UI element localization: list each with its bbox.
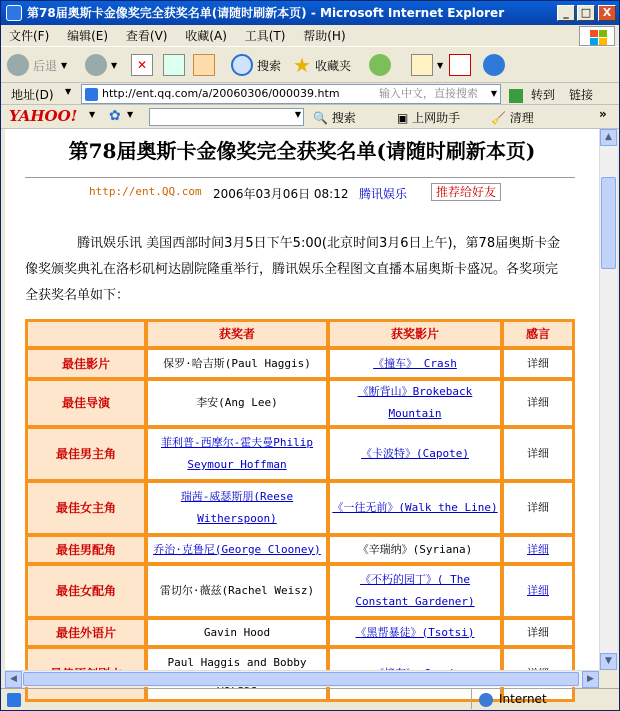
yahoo-search-label: 搜索 [331,111,356,125]
refresh-button[interactable] [163,51,189,79]
category-cell: 最佳影片 [27,349,145,378]
messenger-icon [483,54,505,76]
table-row [27,482,573,534]
film-cell: 《辛瑞纳》(Syriana) [329,536,501,563]
film-link[interactable]: 《黑帮暴徒》(Tsotsi) [355,625,475,639]
standard-toolbar [1,47,619,83]
speech-cell: 详细 [503,619,573,646]
film-link[interactable]: 《撞车》 Crash [373,356,457,370]
recommend-button[interactable] [431,183,501,201]
menu-file[interactable]: 文件(F) [9,29,50,43]
address-url: http://ent.qq.com/a/20060306/000039.htm [102,87,340,100]
address-input[interactable] [81,84,501,104]
forward-arrow-icon [85,54,107,76]
horizontal-scroll-thumb[interactable] [23,672,579,686]
winner-cell: Paul Haggis and Bobby [147,648,327,700]
back-dropdown-icon[interactable]: ▼ [61,60,68,70]
category-cell: 最佳男主角 [27,428,145,480]
scroll-up-icon[interactable]: ▲ [600,129,617,146]
page-content [5,129,599,670]
messenger-button[interactable] [483,51,509,79]
address-label: 地址(D) [11,88,54,102]
horizontal-scrollbar[interactable] [5,670,599,687]
star-icon: ★ [293,53,311,77]
history-icon [369,54,391,76]
speech-cell: 详细 [503,380,573,426]
address-search-hint: 输入中文，直接搜索 [379,87,478,100]
film-cell [329,565,501,617]
header-category [27,321,145,347]
scroll-down-icon[interactable]: ▼ [600,653,617,670]
yahoo-search-button[interactable]: 🔍 搜索 [313,111,356,125]
web-icon [449,54,471,76]
intro-paragraph: 腾讯娱乐讯 美国西部时间3月5日下午5:00(北京时间3月6日上午)，第78届奥斯卡金像奖颁奖典礼在洛杉矶柯达剧院隆重举行，腾讯娱乐全程图文直播本届奥斯卡盛况。各奖项完全获奖名单如下： [25,236,561,303]
winner-link[interactable]: 菲利普-西摩尔-霍夫曼Philip Seymour Hoffman [161,436,313,471]
awards-table [25,319,575,702]
status-divider [471,689,472,709]
film-cell [329,482,501,534]
film-link[interactable]: 《一往无前》(Walk the Line) [332,501,498,514]
close-button[interactable]: X [598,5,616,21]
favorites-button[interactable] [293,51,351,79]
search-icon [231,54,253,76]
forward-dropdown-icon[interactable]: ▼ [111,60,118,70]
go-arrow-icon [509,89,523,103]
source-url-link[interactable]: http://ent.QQ.com [89,185,202,198]
category-cell: 最佳女配角 [27,565,145,617]
menu-tools[interactable]: 工具(T) [244,29,286,43]
yahoo-search-dropdown-icon[interactable]: ▼ [294,110,301,119]
winner-cell: 雷切尔·薇兹(Rachel Weisz) [147,565,327,617]
yahoo-toolbar [1,105,619,129]
menu-edit[interactable]: 编辑(E) [67,29,109,43]
vertical-scrollbar[interactable] [599,129,617,670]
favorites-label: 收藏夹 [314,58,351,73]
toolbar-overflow-icon[interactable]: » [599,107,607,121]
go-label: 转到 [530,88,555,102]
film-link[interactable]: 《断背山》Brokeback Mountain [357,385,473,420]
table-row [27,428,573,480]
table-row [27,619,573,646]
qq-web-button[interactable] [449,51,475,79]
forward-button[interactable] [85,51,117,79]
home-button[interactable] [193,51,219,79]
header-speech: 感言 [503,321,573,347]
menu-view[interactable]: 查看(V) [125,29,168,43]
scroll-left-icon[interactable]: ◀ [5,671,22,688]
home-icon [193,54,215,76]
category-cell: 最佳导演 [27,380,145,426]
windows-logo-icon [579,26,615,46]
film-cell [329,349,501,378]
recommend-label: 推荐给好友 [436,185,497,199]
search-button[interactable] [231,51,281,79]
flower-dropdown-icon[interactable]: ▼ [127,110,134,119]
status-bar [1,688,619,710]
title-divider [25,177,575,178]
zone-label: Internet [499,692,547,706]
table-row [27,349,573,378]
winner-cell: Gavin Hood [147,619,327,646]
address-bar [1,83,619,105]
header-film: 获奖影片 [329,321,501,347]
clean-button[interactable]: 🧹 清理 [491,111,534,125]
winner-cell: 保罗·哈吉斯(Paul Haggis) [147,349,327,378]
speech-cell [503,565,573,617]
title-bar [1,1,619,25]
film-cell [329,619,501,646]
speech-cell [503,536,573,563]
winner-cell: 李安(Ang Lee) [147,380,327,426]
helper-button[interactable]: ▣ 上网助手 [397,111,461,125]
yahoo-logo[interactable]: YAHOO! [9,107,78,125]
source-link[interactable]: 腾讯娱乐 [359,187,408,201]
links-button[interactable]: 链接 [569,88,594,102]
search-label: 搜索 [257,58,282,73]
mail-icon [411,54,433,76]
address-dropdown-icon[interactable]: ▼ [490,89,497,98]
maximize-button[interactable]: □ [577,5,595,21]
menu-bar [1,25,619,47]
winner-cell [147,428,327,480]
speech-cell: 详细 [503,349,573,378]
back-arrow-icon [7,54,29,76]
table-row [27,565,573,617]
yahoo-search-input[interactable] [149,108,304,126]
helper-label: 上网助手 [412,111,461,125]
mail-button[interactable] [411,51,443,79]
speech-link[interactable]: 详细 [527,542,549,556]
vertical-scroll-thumb[interactable] [601,177,616,269]
table-row [27,536,573,563]
category-cell: 最佳外语片 [27,619,145,646]
ie-icon [6,5,22,21]
stop-icon: ✕ [131,54,153,76]
menu-favorites[interactable]: 收藏(A) [185,29,227,43]
article-title: 第78届奥斯卡金像奖完全获奖名单(请随时刷新本页) [68,139,536,163]
clean-label: 清理 [509,111,534,125]
winner-cell [147,482,327,534]
category-cell: 最佳女主角 [27,482,145,534]
menu-help[interactable]: 帮助(H) [303,29,346,43]
window-title: 第78届奥斯卡金像奖完全获奖名单(请随时刷新本页) - Microsoft Internet Explorer [27,6,505,20]
scroll-right-icon[interactable]: ▶ [582,671,599,688]
page-status-icon [7,693,21,707]
film-cell [329,380,501,426]
film-link[interactable]: 《不朽的园丁》( The Constant Gardener) [355,573,475,608]
back-label: 后退 [33,58,58,73]
mail-dropdown-icon[interactable]: ▼ [437,60,444,70]
speech-cell: 详细 [503,482,573,534]
film-cell [329,428,501,480]
speech-link[interactable]: 详细 [527,584,549,597]
publish-date: 2006年03月06日 08:12 [213,187,349,201]
table-header-row [27,321,573,347]
header-winner: 获奖者 [147,321,327,347]
history-button[interactable] [369,51,395,79]
globe-icon [479,693,493,707]
flower-icon[interactable]: ✿ [109,108,121,124]
page-icon [85,88,98,101]
minimize-button[interactable]: _ [557,5,575,21]
stop-button[interactable] [131,51,157,79]
winner-link[interactable]: 乔治·克鲁尼(George Clooney) [153,542,321,556]
table-row [27,380,573,426]
category-cell: 最佳男配角 [27,536,145,563]
winner-cell [147,536,327,563]
yahoo-dropdown-icon[interactable]: ▼ [89,110,96,119]
go-button[interactable] [509,86,555,103]
film-link[interactable]: 《卡波特》(Capote) [361,447,469,460]
speech-cell: 详细 [503,428,573,480]
refresh-icon [163,54,185,76]
winner-link[interactable]: 瑞茜-威瑟斯朋(Reese Witherspoon) [180,490,294,525]
back-button[interactable] [7,51,67,79]
address-bar-dropdown-icon[interactable]: ▼ [65,87,72,96]
